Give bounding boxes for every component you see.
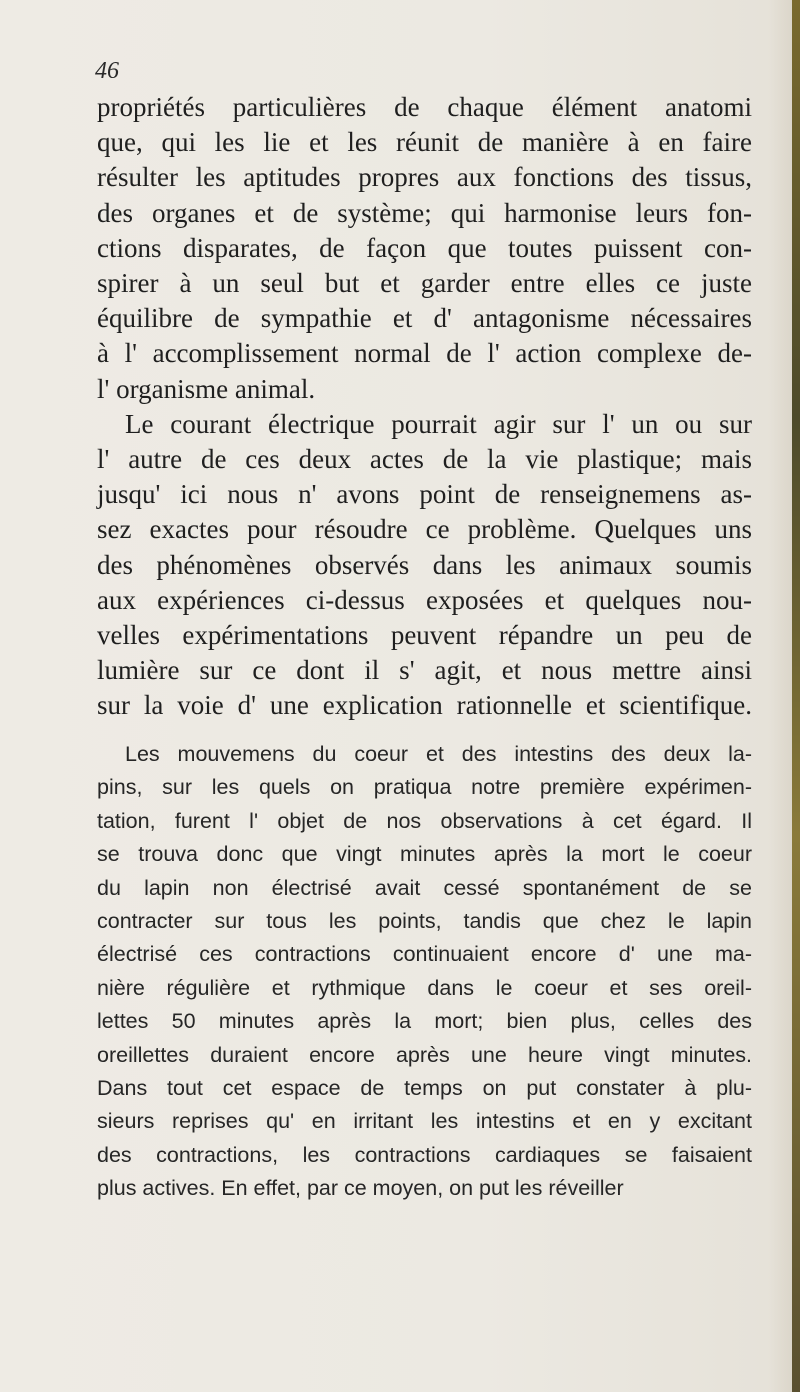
text-line: pins, sur les quels on pratiqua notre première expérimen- [97,775,752,800]
page-number: 46 [95,58,119,84]
text-line: nière régulière et rythmique dans le coeur et ses oreil- [97,975,752,1000]
text-line: sur la voie d' une explication rationnelle et scientifique. [97,690,752,721]
text-line: jusqu' ici nous n' avons point de renseignemens as- [97,479,752,510]
text-line: tation, furent l' objet de nos observations à cet égard. Il [97,808,752,833]
text-line: électrisé ces contractions continuaient encore d' une ma- [97,942,752,967]
text-line: spirer à un seul but et garder entre elles ce juste [97,268,752,299]
text-line: aux expériences ci-dessus exposées et quelques nou- [97,584,752,615]
text-line: ctions disparates, de façon que toutes puissent con- [97,232,752,263]
text-line: velles expérimentations peuvent répandre un peu de [97,620,752,651]
text-line: lumière sur ce dont il s' agit, et nous mettre ainsi [97,655,752,686]
text-line: sez exactes pour résoudre ce problème. Quelques uns [97,514,752,545]
text-line: plus actives. En effet, par ce moyen, on put les réveiller [97,1176,624,1201]
text-line: des phénomènes observés dans les animaux soumis [97,549,752,580]
text-line: Dans tout cet espace de temps on put constater à plu- [97,1076,752,1101]
text-line: propriétés particulières de chaque élément anatomi [97,92,752,122]
text-line: du lapin non électrisé avait cessé spontanément de se [97,875,752,900]
text-line: contracter sur tous les points, tandis que chez le lapin [97,909,752,934]
text-line: Le courant électrique pourrait agir sur l' un ou sur [125,408,752,439]
main-paragraph [97,90,752,724]
page-edge [792,0,800,1392]
text-line: l' autre de ces deux actes de la vie plastique; mais [97,444,752,475]
text-line: se trouva donc que vingt minutes après la mort le coeur [97,842,752,867]
footnote-paragraph [97,738,752,1206]
text-line: oreillettes duraient encore après une heure vingt minutes. [97,1042,752,1067]
text-line: sieurs reprises qu' en irritant les intestins et en y excitant [97,1109,752,1134]
text-line: lettes 50 minutes après la mort; bien plus, celles des [97,1009,752,1034]
text-line: que, qui les lie et les réunit de manière à en faire [97,127,752,158]
text-line: des organes et de système; qui harmonise leurs fon- [97,197,752,228]
text-line: l' organisme animal. [97,373,316,404]
text-line: Les mouvemens du coeur et des intestins des deux la- [125,742,752,766]
text-line: des contractions, les contractions cardiaques se faisaient [97,1142,752,1167]
text-line: équilibre de sympathie et d' antagonisme nécessaires [97,303,752,334]
text-line: à l' accomplissement normal de l' action complexe de- [97,338,752,369]
text-line: résulter les aptitudes propres aux fonctions des tissus, [97,162,752,193]
